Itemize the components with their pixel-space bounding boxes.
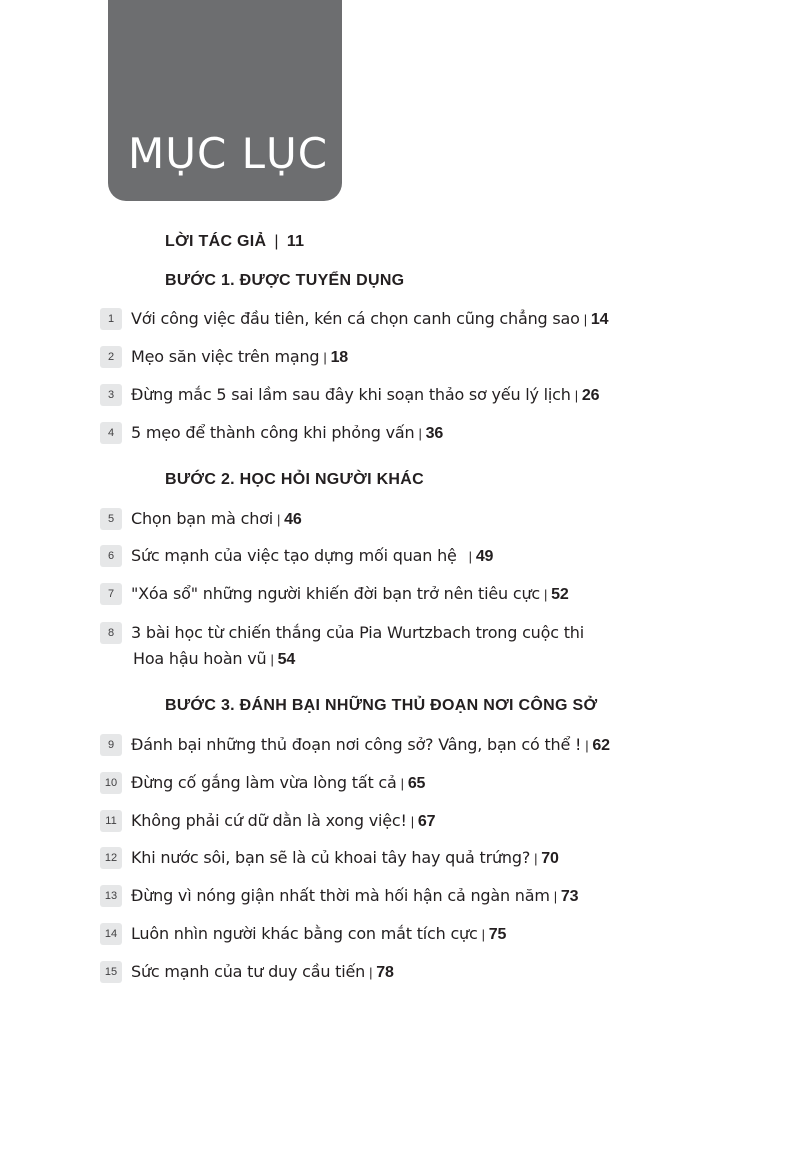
separator: | bbox=[468, 549, 472, 564]
separator: | bbox=[534, 851, 538, 866]
entry-number-badge: 13 bbox=[100, 885, 122, 907]
separator: | bbox=[369, 965, 373, 980]
section-heading-3: BƯỚC 3. ĐÁNH BẠI NHỮNG THỦ ĐOẠN NƠI CÔNG SỞ bbox=[165, 697, 598, 714]
page-title: MỤC LỤC bbox=[128, 129, 329, 178]
toc-foreword[interactable] bbox=[165, 232, 304, 252]
entry-number-badge: 9 bbox=[100, 734, 122, 756]
entry-page: 73 bbox=[560, 888, 579, 905]
entry-title: Sức mạnh của tư duy cầu tiến | 78 bbox=[131, 962, 394, 981]
entry-title: 5 mẹo để thành công khi phỏng vấn | 36 bbox=[131, 423, 444, 442]
entry-page: 65 bbox=[407, 775, 426, 792]
separator: | bbox=[543, 587, 548, 602]
foreword-label: LỜI TÁC GIẢ bbox=[165, 233, 267, 250]
entry-number-badge: 4 bbox=[100, 422, 122, 444]
separator: | bbox=[270, 652, 274, 667]
separator: | bbox=[323, 350, 327, 365]
entry-number-badge: 7 bbox=[100, 583, 122, 605]
entry-number-badge: 3 bbox=[100, 384, 122, 406]
separator: | bbox=[410, 814, 414, 829]
entry-number-badge: 5 bbox=[100, 508, 122, 530]
entry-number-badge: 14 bbox=[100, 923, 122, 945]
entry-title: Chọn bạn mà chơi | 46 bbox=[131, 509, 302, 528]
separator: | bbox=[574, 388, 578, 403]
entry-page: 54 bbox=[277, 651, 296, 668]
foreword-page: 11 bbox=[286, 233, 305, 250]
entry-page: 49 bbox=[475, 548, 494, 565]
entry-title: Sức mạnh của việc tạo dựng mối quan hệ | 49 bbox=[131, 546, 494, 565]
entry-number-badge: 12 bbox=[100, 847, 122, 869]
entry-page: 46 bbox=[284, 511, 302, 528]
entry-title: 3 bài học từ chiến thắng của Pia Wurtzbach trong cuộc thi bbox=[131, 623, 584, 642]
entry-number-badge: 15 bbox=[100, 961, 122, 983]
separator: | bbox=[553, 889, 557, 904]
entry-page: 52 bbox=[551, 586, 569, 603]
entry-title: Đừng cố gắng làm vừa lòng tất cả | 65 bbox=[131, 773, 426, 792]
entry-page: 26 bbox=[581, 387, 600, 404]
entry-title-continued: Hoa hậu hoàn vũ | 54 bbox=[133, 649, 296, 668]
entry-title: Mẹo săn việc trên mạng | 18 bbox=[131, 347, 348, 366]
entry-page: 18 bbox=[330, 349, 348, 366]
entry-title: Đừng mắc 5 sai lầm sau đây khi soạn thảo sơ yếu lý lịch | 26 bbox=[131, 385, 600, 404]
entry-page: 70 bbox=[541, 850, 559, 867]
entry-page: 75 bbox=[488, 926, 507, 943]
separator: | bbox=[276, 512, 281, 527]
entry-page: 67 bbox=[417, 813, 436, 830]
separator: | bbox=[583, 312, 587, 327]
entry-page: 14 bbox=[590, 311, 609, 328]
entry-title: Khi nước sôi, bạn sẽ là củ khoai tây hay quả trứng? | 70 bbox=[131, 848, 559, 867]
entry-number-badge: 11 bbox=[100, 810, 122, 832]
entry-page: 36 bbox=[425, 425, 444, 442]
entry-title: Không phải cứ dữ dằn là xong việc! | 67 bbox=[131, 811, 436, 830]
entry-number-badge: 1 bbox=[100, 308, 122, 330]
entry-title: Đừng vì nóng giận nhất thời mà hối hận cả ngàn năm | 73 bbox=[131, 886, 579, 905]
section-heading-2: BƯỚC 2. HỌC HỎI NGƯỜI KHÁC bbox=[165, 471, 424, 488]
separator: | bbox=[418, 426, 422, 441]
entry-number-badge: 10 bbox=[100, 772, 122, 794]
separator: | bbox=[274, 233, 279, 250]
separator: | bbox=[585, 738, 589, 753]
entry-number-badge: 8 bbox=[100, 622, 122, 644]
title-tab bbox=[108, 0, 342, 201]
entry-page: 78 bbox=[376, 964, 394, 981]
entry-title: Đánh bại những thủ đoạn nơi công sở? Vâng, bạn có thể ! | 62 bbox=[131, 735, 610, 754]
separator: | bbox=[400, 776, 404, 791]
entry-number-badge: 2 bbox=[100, 346, 122, 368]
entry-number-badge: 6 bbox=[100, 545, 122, 567]
section-heading-1: BƯỚC 1. ĐƯỢC TUYỂN DỤNG bbox=[165, 272, 405, 289]
entry-title: "Xóa sổ" những người khiến đời bạn trở nên tiêu cực | 52 bbox=[131, 584, 569, 603]
entry-title: Với công việc đầu tiên, kén cá chọn canh cũng chẳng sao | 14 bbox=[131, 309, 609, 328]
entry-page: 62 bbox=[592, 737, 610, 754]
separator: | bbox=[481, 927, 485, 942]
entry-title: Luôn nhìn người khác bằng con mắt tích cực | 75 bbox=[131, 924, 507, 943]
